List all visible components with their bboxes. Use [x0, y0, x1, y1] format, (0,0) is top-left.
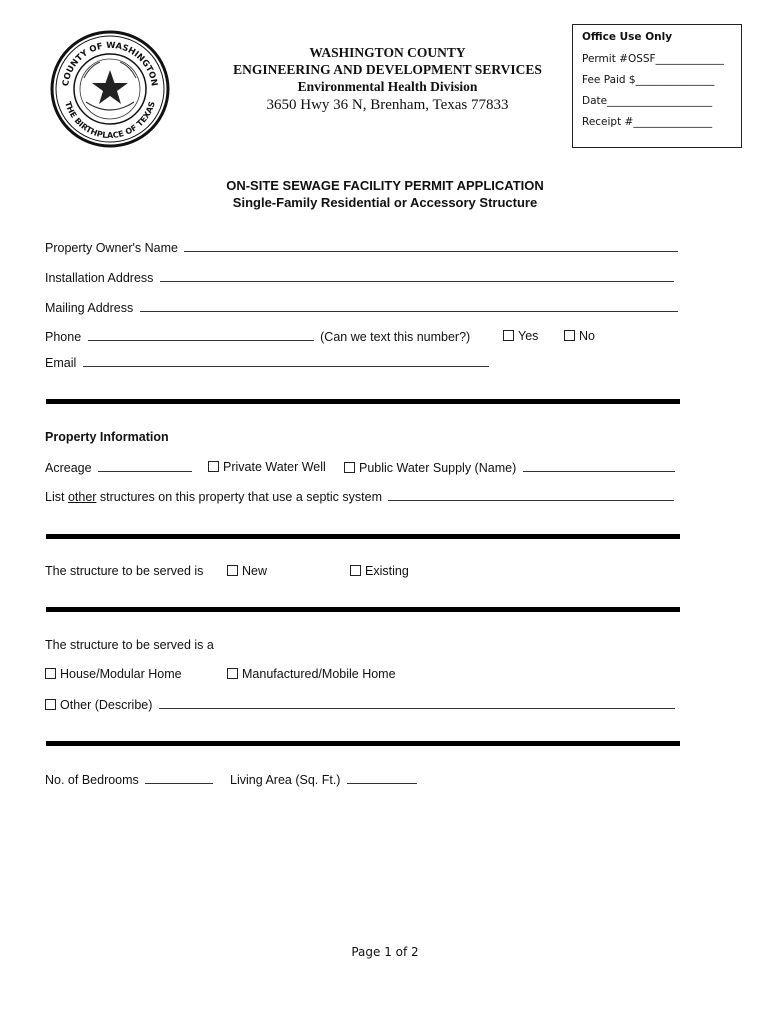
division-name: Environmental Health Division — [297, 79, 478, 94]
owner-name-row — [45, 240, 678, 255]
living-area-input[interactable] — [347, 772, 417, 784]
other-describe-input[interactable] — [159, 697, 675, 709]
text-yes-checkbox[interactable] — [503, 330, 514, 341]
bedrooms-row — [45, 772, 213, 787]
email-row — [45, 355, 489, 370]
public-supply-label: Public Water Supply (Name) — [359, 461, 517, 475]
other-describe-checkbox[interactable] — [45, 699, 56, 710]
existing-option[interactable] — [350, 564, 409, 578]
manufactured-option[interactable] — [227, 667, 396, 681]
acreage-label: Acreage — [45, 461, 92, 475]
agency-address: 3650 Hwy 36 N, Brenham, Texas 77833 — [266, 97, 509, 113]
private-well-label: Private Water Well — [223, 460, 326, 474]
house-checkbox[interactable] — [45, 668, 56, 679]
house-label: House/Modular Home — [60, 667, 182, 681]
agency-header — [205, 44, 570, 115]
other-structures-row — [45, 489, 674, 504]
public-supply-option[interactable] — [344, 460, 675, 475]
seal-text-top: COUNTY OF WASHINGTON — [61, 40, 159, 87]
section-divider — [46, 741, 680, 746]
other-structures-input[interactable] — [388, 489, 674, 501]
public-supply-checkbox[interactable] — [344, 462, 355, 473]
owner-name-label: Property Owner's Name — [45, 241, 178, 255]
property-info-heading: Property Information — [45, 430, 169, 444]
house-option[interactable] — [45, 667, 182, 681]
date-field[interactable]: Date____________________ — [582, 95, 713, 107]
living-area-row — [230, 772, 417, 787]
living-area-label: Living Area (Sq. Ft.) — [230, 773, 341, 787]
other-describe-label: Other (Describe) — [60, 698, 153, 712]
text-no-checkbox[interactable] — [564, 330, 575, 341]
permit-number-field[interactable]: Permit #OSSF_____________ — [582, 53, 724, 65]
text-yes-label: Yes — [518, 329, 539, 343]
section-divider — [46, 534, 680, 539]
section-divider — [46, 399, 680, 404]
other-describe-option[interactable] — [45, 697, 675, 712]
office-use-box — [572, 24, 742, 148]
bedrooms-input[interactable] — [145, 772, 213, 784]
existing-label: Existing — [365, 564, 409, 578]
other-structures-label-pre: List — [45, 490, 68, 504]
county-seal-logo — [50, 30, 170, 148]
text-yes-option[interactable] — [503, 329, 538, 343]
new-checkbox[interactable] — [227, 565, 238, 576]
acreage-input[interactable] — [98, 460, 192, 472]
county-name: WASHINGTON COUNTY — [309, 45, 466, 60]
new-option[interactable] — [227, 564, 267, 578]
form-subtitle: Single-Family Residential or Accessory Structure — [232, 195, 538, 210]
owner-name-input[interactable] — [184, 240, 678, 252]
seal-text-bottom: THE BIRTHPLACE OF TEXAS — [63, 100, 157, 140]
email-input[interactable] — [83, 355, 489, 367]
fee-paid-field[interactable]: Fee Paid $_______________ — [582, 74, 715, 86]
new-label: New — [242, 564, 268, 578]
office-use-title: Office Use Only — [582, 31, 673, 43]
page-number: Page 1 of 2 — [351, 945, 419, 959]
public-supply-name-input[interactable] — [523, 460, 675, 472]
phone-label: Phone — [45, 330, 82, 344]
other-structures-label-emphasis: other — [67, 490, 97, 504]
installation-address-input[interactable] — [160, 270, 674, 282]
installation-address-row — [45, 270, 674, 285]
acreage-row — [45, 460, 192, 475]
mailing-address-label: Mailing Address — [45, 301, 134, 315]
phone-input[interactable] — [88, 329, 314, 341]
text-no-label: No — [579, 329, 595, 343]
text-no-option[interactable] — [564, 329, 595, 343]
private-well-option[interactable] — [208, 460, 326, 474]
structure-served-label: The structure to be served is — [45, 564, 204, 578]
email-label: Email — [45, 356, 77, 370]
private-well-checkbox[interactable] — [208, 461, 219, 472]
phone-row — [45, 329, 470, 344]
existing-checkbox[interactable] — [350, 565, 361, 576]
other-structures-label-post: structures on this property that use a septic system — [96, 490, 382, 504]
installation-address-label: Installation Address — [45, 271, 154, 285]
mailing-address-input[interactable] — [140, 300, 678, 312]
text-question-label: (Can we text this number?) — [320, 330, 471, 344]
manufactured-label: Manufactured/Mobile Home — [242, 667, 396, 681]
bedrooms-label: No. of Bedrooms — [45, 773, 139, 787]
mailing-address-row — [45, 300, 678, 315]
department-name: ENGINEERING AND DEVELOPMENT SERVICES — [233, 62, 542, 77]
form-title: ON-SITE SEWAGE FACILITY PERMIT APPLICATION — [226, 178, 544, 193]
manufactured-checkbox[interactable] — [227, 668, 238, 679]
structure-type-label: The structure to be served is a — [45, 638, 214, 652]
receipt-field[interactable]: Receipt #_______________ — [582, 116, 713, 128]
section-divider — [46, 607, 680, 612]
